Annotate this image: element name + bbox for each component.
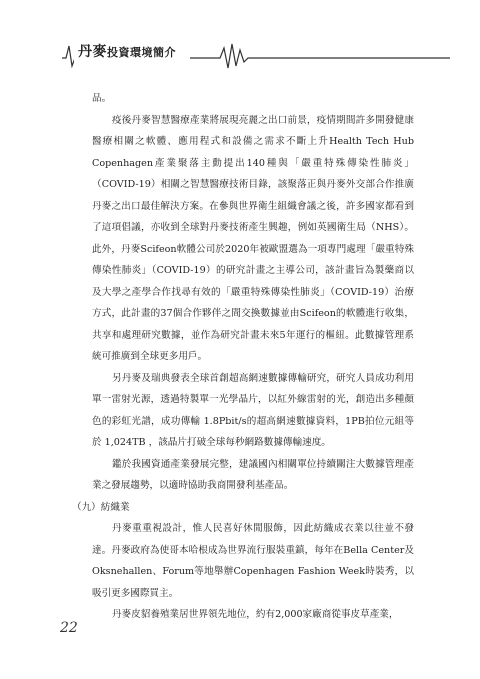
page-number: 22	[60, 620, 78, 636]
running-header	[60, 36, 450, 72]
paragraph-fur-farming: 丹麥皮貂養殖業居世界領先地位，約有2,000家廠商從事皮草產業，	[112, 609, 399, 620]
document-body	[72, 88, 414, 626]
section-heading-textile: （九）紡織業	[72, 501, 130, 513]
header-title-subtitle: 投資環境簡介	[107, 46, 176, 59]
paragraph-data-transmission: 另丹麥及瑞典發表全球首創超高網速數據傳輸研究，研究人員成功利用單一雷射光源，透過特製單一光學晶片，以紅外線雷射的光，創造出多種顏色的彩虹光譜，成功傳輸 1.8Pbit/s的超高網速數據資料，1PB拍位元組等於 1,024TB ，該晶片打破全球每秒網路數據傳輸速度。	[92, 372, 414, 448]
paragraph-smart-healthcare: 疫後丹麥智慧醫療產業將展現亮麗之出口前景，疫情期間許多開發健康醫療相關之軟體、應用程式和設備之需求不斷上升Health Tech Hub Copenhagen產業聚落主動提出140種與「嚴重特殊傳染性肺炎」（COVID-19）相關之智慧醫療技術目錄，該聚落正與丹麥外交部合作推廣丹麥之出口最佳解決方案。在參與世界衛生組織會議之後，許多國家都看到了這項倡議，亦收到全球對丹麥技術產生興趣，例如英國衛生局（NHS）。此外，丹麥Scifeon軟體公司於2020年被歐盟選為一項專門處理「嚴重特殊傳染性肺炎」（COVID-19）的研究計畫之主導公司，該計畫旨為製藥商以及大學之產學合作找尋有效的「嚴重特殊傳染性肺炎」（COVID-19）治療方式，此計畫的37個合作夥伴之間交換數據並由Scifeon的軟體進行收集，共享和處理研究數據，並作為研究計畫未來5年運行的樞紐。此數據管理系統可推廣到全球更多用戶。	[92, 114, 414, 362]
header-title-country: 丹麥	[78, 44, 107, 60]
paragraph-textile-design: 丹麥重重視設計，惟人民喜好休閒服飾，因此紡織成衣業以往並不發達。丹麥政府為使哥本哈根成為世界流行服裝重鎮，每年在Bella Center及Oksnehallen、Forum等地舉辦Copenhagen Fashion Week時裝秀，以吸引更多國際買主。	[92, 523, 414, 599]
paragraph-continuation: 品。	[92, 93, 112, 104]
header-title	[78, 41, 176, 61]
paragraph-recommendation: 鑑於我國資通產業發展完整，建議國內相關單位持續關注大數據管理產業之發展趨勢，以適時協助我商開發利基產品。	[92, 458, 414, 491]
